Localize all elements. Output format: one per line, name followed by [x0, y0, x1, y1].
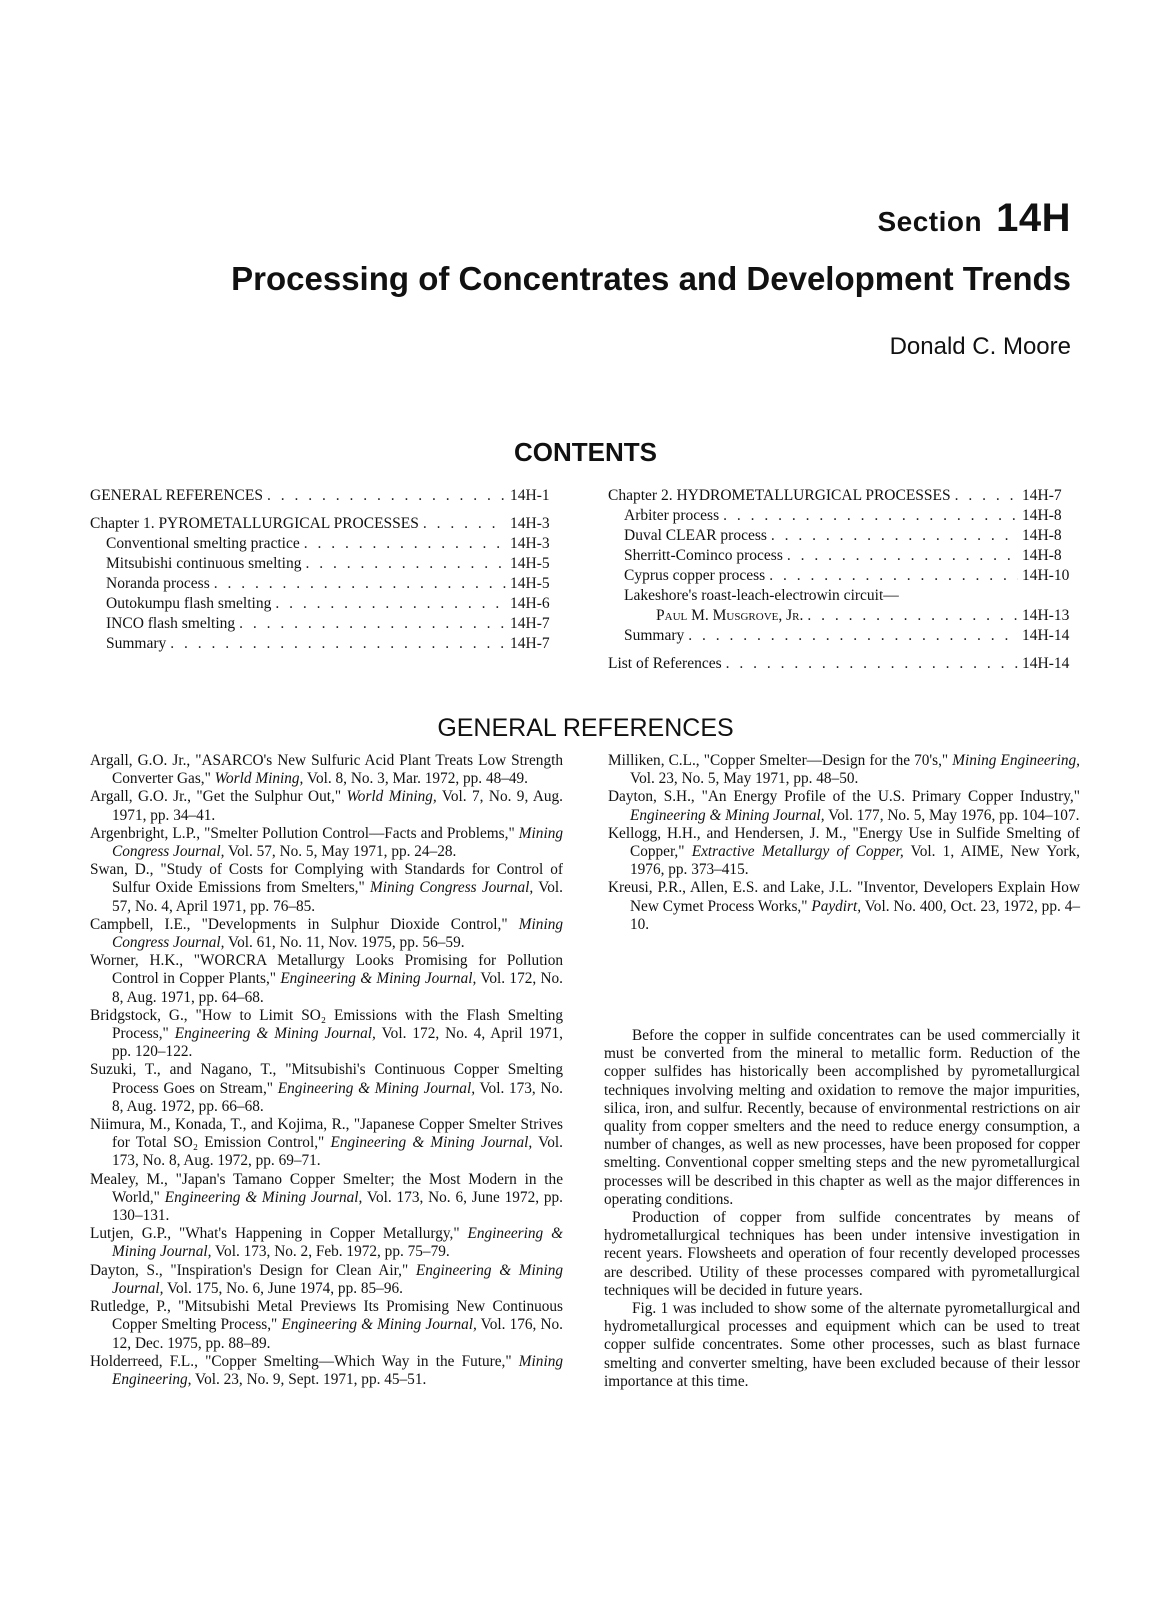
reference-text: Holderreed, F.L., "Copper Smelting—Which Way in the Future," — [90, 1352, 519, 1370]
reference-entry — [90, 1262, 563, 1298]
reference-entry — [90, 1171, 563, 1226]
reference-text: Milliken, C.L., "Copper Smelter—Design for the 70's," — [608, 752, 953, 769]
reference-text: Argenbright, L.P., "Smelter Pollution Control—Facts and Problems," — [90, 824, 519, 842]
toc-left-column — [90, 486, 568, 654]
reference-details: Vol. 57, No. 5, May 1971, pp. 24–28. — [224, 843, 457, 861]
reference-entry — [608, 825, 1080, 880]
reference-text: Rutledge, P., "Mitsubishi Metal Previews Its Promising New Continuous Copper Smelting Process," — [90, 1298, 563, 1334]
section-label — [877, 196, 1071, 241]
toc-entry[interactable]: Summary . . . 14H-14 — [608, 626, 1080, 646]
reference-journal: Engineering & Mining Journal, — [280, 970, 477, 988]
body-paragraph: Production of copper from sulfide concentrates by means of hydrometallurgical techniques has been under intensive investigation in recent years. Flowsheets and operation of four recently developed processes are described. Utility of these processes compared with pyrometallurgical techniques will be decided in future years. — [604, 1209, 1080, 1299]
reference-entry — [608, 752, 1080, 788]
reference-details: Vol. 7, No. 9, Aug. 1971, pp. 34–41. — [112, 788, 563, 824]
toc-entry[interactable]: GENERAL REFERENCES . . . 14H-1 — [90, 486, 568, 506]
reference-text: Campbell, I.E., "Developments in Sulphur Dioxide Control," — [90, 915, 519, 933]
toc-entry[interactable]: Conventional smelting practice . . . 14H-3 — [90, 534, 568, 554]
toc-entry[interactable]: Sherritt-Cominco process . . . 14H-8 — [608, 546, 1080, 566]
reference-entry — [90, 752, 563, 788]
reference-entry — [90, 1061, 563, 1116]
body-text — [604, 1027, 1080, 1391]
toc-entry[interactable]: Chapter 2. HYDROMETALLURGICAL PROCESSES . . . 14H-7 — [608, 486, 1080, 506]
reference-text: Argall, G.O. Jr., "ASARCO's New Sulfuric Acid Plant Treats Low Strength Converter Gas," — [90, 752, 563, 788]
reference-details: Vol. 57, No. 4, April 1971, pp. 76–85. — [112, 879, 563, 915]
toc-entry[interactable]: Duval CLEAR process . . . 14H-8 — [608, 526, 1080, 546]
reference-text: Suzuki, T., and Nagano, T., "Mitsubishi's Continuous Copper Smelting Process Goes on Stream," — [90, 1061, 563, 1097]
toc-entry-text[interactable]: Lakeshore's roast-leach-electrowin circuit— — [624, 587, 899, 604]
section-number: 14H — [996, 196, 1071, 240]
reference-details: Vol. 173, No. 6, June 1972, pp. 130–131. — [112, 1188, 563, 1225]
author: Donald C. Moore — [889, 333, 1071, 360]
toc-entry[interactable]: Paul M. Musgrove, Jr. . . . 14H-13 — [608, 606, 1080, 626]
reference-text: Lutjen, G.P., "What's Happening in Copper Metallurgy," — [90, 1225, 468, 1243]
toc-entry[interactable]: Chapter 1. PYROMETALLURGICAL PROCESSES . . . 14H-3 — [90, 514, 568, 534]
section-word: Section — [877, 206, 983, 237]
reference-journal: World Mining, — [214, 770, 304, 788]
reference-entry — [608, 788, 1080, 824]
reference-entry — [90, 861, 563, 916]
reference-text: Bridgstock, G., "How to Limit SO₂ Emissions with the Flash Smelting Process," — [90, 1006, 563, 1043]
toc-right-column — [608, 486, 1080, 674]
reference-entry — [90, 1225, 563, 1261]
page-title: Processing of Concentrates and Development Trends — [231, 260, 1071, 297]
reference-journal: World Mining, — [346, 788, 437, 806]
reference-journal: Engineering & Mining Journal, — [112, 1225, 563, 1261]
reference-journal: Mining Engineering, — [112, 1352, 563, 1388]
reference-journal: Engineering & Mining Journal, — [174, 1025, 376, 1043]
reference-details: Vol. 177, No. 5, May 1976, pp. 104–107. — [824, 806, 1080, 824]
reference-journal: Engineering & Mining Journal, — [330, 1134, 533, 1152]
reference-journal: Mining Congress Journal, — [112, 915, 563, 952]
reference-details: Vol. 176, No. 12, Dec. 1975, pp. 88–89. — [112, 1316, 563, 1352]
reference-journal: Engineering & Mining Journal, — [277, 1079, 476, 1097]
reference-details: Vol. 23, No. 5, May 1971, pp. 48–50. — [630, 770, 859, 788]
toc-entry[interactable]: Arbiter process . . . 14H-8 — [608, 506, 1080, 526]
reference-entry — [90, 1353, 563, 1389]
reference-details: Vol. No. 400, Oct. 23, 1972, pp. 4–10. — [630, 897, 1080, 933]
reference-journal: Mining Engineering, — [952, 752, 1080, 769]
reference-entry — [90, 1298, 563, 1353]
reference-details: Vol. 172, No. 8, Aug. 1971, pp. 64–68. — [112, 970, 563, 1006]
toc-entry[interactable]: Noranda process . . . 14H-5 — [90, 574, 568, 594]
reference-details: Vol. 61, No. 11, Nov. 1975, pp. 56–59. — [224, 934, 465, 952]
body-paragraph: Before the copper in sulfide concentrates can be used commercially it must be converted from the mineral to metallic form. Reduction of the copper sulfides has historically been accomplished by pyrometallurgical techniques involving melting and oxidation to remove the major impurities, silica, iron, and sulfur. Recently, because of environmental restrictions on air quality from copper smelters and the need to reduce energy consumption, a number of changes, as well as new processes, have been proposed for copper smelting. Conventional copper smelting steps and the new pyrometallurgical processes will be described in this chapter as well as the major differences in operating conditions. — [604, 1027, 1080, 1208]
reference-text: Niimura, M., Konada, T., and Kojima, R., "Japanese Copper Smelter Strives for Total SO₂ Emission Control," — [90, 1116, 563, 1152]
body-paragraph: Fig. 1 was included to show some of the alternate pyrometallurgical and hydrometallurgical processes and equipment which can be used to treat copper sulfide concentrates. Some other processes, such as blast furnace smelting and converter smelting, have been excluded because of their lessor importance at this time. — [604, 1300, 1080, 1390]
reference-text: Mealey, M., "Japan's Tamano Copper Smelter; the Most Modern in the World," — [90, 1170, 563, 1206]
toc-entry[interactable]: INCO flash smelting . . . 14H-7 — [90, 614, 568, 634]
reference-text: Worner, H.K., "WORCRA Metallurgy Looks Promising for Pollution Control in Copper Plants," — [90, 952, 563, 988]
reference-journal: Mining Congress Journal, — [112, 824, 563, 861]
reference-text: Dayton, S., "Inspiration's Design for Clean Air," — [90, 1261, 416, 1279]
reference-entry — [608, 879, 1080, 934]
reference-details: Vol. 173, No. 8, Aug. 1972, pp. 66–68. — [112, 1079, 563, 1115]
reference-text: Dayton, S.H., "An Energy Profile of the U.S. Primary Copper Industry," — [608, 788, 1080, 806]
reference-journal: Mining Congress Journal, — [369, 879, 534, 897]
toc-entry[interactable]: List of References . . . 14H-14 — [608, 654, 1080, 674]
reference-details: Vol. 1, AIME, New York, 1976, pp. 373–415. — [630, 843, 1080, 879]
toc-entry[interactable]: Cyprus copper process . . . 14H-10 — [608, 566, 1080, 586]
references-right-column — [608, 752, 1080, 934]
reference-details: Vol. 23, No. 9, Sept. 1971, pp. 45–51. — [191, 1370, 427, 1388]
toc-entry[interactable]: Summary . . . 14H-7 — [90, 634, 568, 654]
reference-details: Vol. 173, No. 8, Aug. 1972, pp. 69–71. — [112, 1134, 563, 1170]
reference-entry — [90, 916, 563, 952]
reference-details: Vol. 173, No. 2, Feb. 1972, pp. 75–79. — [211, 1243, 450, 1261]
contents-heading: CONTENTS — [514, 437, 657, 467]
toc-entry[interactable]: Mitsubishi continuous smelting . . . 14H-5 — [90, 554, 568, 574]
reference-journal: Engineering & Mining Journal, — [630, 806, 825, 824]
reference-details: Vol. 172, No. 4, April 1971, pp. 120–122. — [112, 1025, 563, 1061]
toc-entry[interactable]: Outokumpu flash smelting . . . 14H-6 — [90, 594, 568, 614]
references-left-column — [90, 752, 563, 1389]
reference-journal: Extractive Metallurgy of Copper, — [691, 843, 904, 861]
reference-entry — [90, 1116, 563, 1171]
reference-text: Kreusi, P.R., Allen, E.S. and Lake, J.L. "Inventor, Developers Explain How New Cymet Process Works," — [608, 879, 1080, 915]
reference-entry — [90, 1007, 563, 1062]
reference-journal: Engineering & Mining Journal, — [112, 1261, 563, 1297]
reference-details: Vol. 8, No. 3, Mar. 1972, pp. 48–49. — [303, 770, 529, 788]
references-heading: GENERAL REFERENCES — [437, 714, 734, 742]
reference-details: Vol. 175, No. 6, June 1974, pp. 85–96. — [163, 1279, 403, 1297]
reference-text: Kellogg, H.H., and Hendersen, J. M., "Energy Use in Sulfide Smelting of Copper," — [608, 824, 1080, 861]
reference-entry — [90, 788, 563, 824]
reference-journal: Paydirt, — [811, 897, 862, 915]
reference-journal: Engineering & Mining Journal, — [281, 1316, 477, 1334]
reference-text: Argall, G.O. Jr., "Get the Sulphur Out," — [90, 788, 347, 806]
reference-entry — [90, 825, 563, 861]
reference-text: Swan, D., "Study of Costs for Complying with Standards for Control of Sulfur Oxide Emissions from Smelters," — [90, 861, 563, 897]
reference-journal: Engineering & Mining Journal, — [164, 1188, 363, 1206]
reference-entry — [90, 952, 563, 1007]
